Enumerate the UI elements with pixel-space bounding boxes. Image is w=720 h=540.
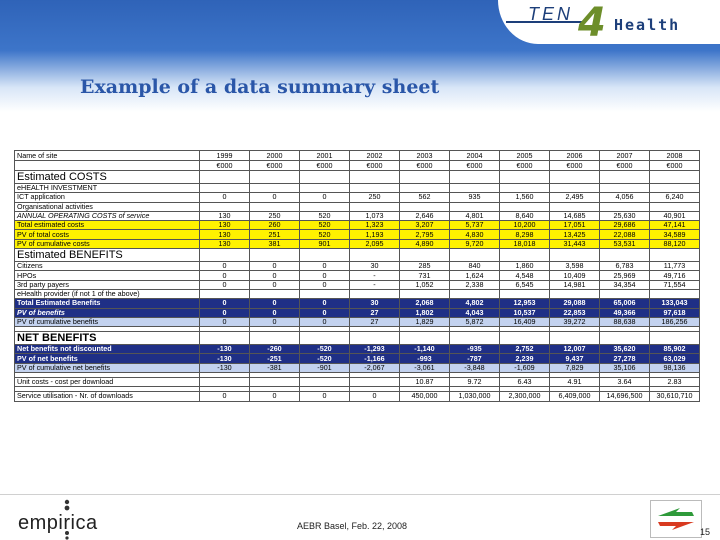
year-header: 2002 <box>350 151 400 161</box>
table-cell: 0 <box>200 280 250 289</box>
table-cell <box>600 332 650 345</box>
table-cell: -1,166 <box>350 354 400 363</box>
table-cell <box>400 332 450 345</box>
table-cell: -935 <box>450 345 500 354</box>
table-cell <box>600 289 650 298</box>
table-cell <box>550 171 600 184</box>
table-cell: 25,969 <box>600 271 650 280</box>
table-cell: 0 <box>200 308 250 317</box>
table-cell: -1,140 <box>400 345 450 354</box>
unit-header-row <box>15 161 700 171</box>
table-cell: 0 <box>300 262 350 271</box>
table-cell <box>450 184 500 193</box>
table-cell: 130 <box>200 230 250 239</box>
table-cell: 562 <box>400 193 450 202</box>
table-cell: 2,239 <box>500 354 550 363</box>
table-cell: 17,051 <box>550 221 600 230</box>
table-cell <box>300 202 350 211</box>
table-row <box>15 211 700 220</box>
table-cell <box>350 249 400 262</box>
table-cell: 0 <box>250 280 300 289</box>
table-cell: 98,136 <box>650 363 700 372</box>
table-cell: 1,073 <box>350 211 400 220</box>
unit-header: €000 <box>600 161 650 171</box>
table-cell: 450,000 <box>400 392 450 401</box>
table-cell <box>450 289 500 298</box>
row-label: Estimated COSTS <box>15 171 200 184</box>
table-cell: 12,953 <box>500 299 550 308</box>
unit-header: €000 <box>550 161 600 171</box>
table-cell: 30 <box>350 262 400 271</box>
table-cell: 49,366 <box>600 308 650 317</box>
table-cell <box>500 249 550 262</box>
year-header: 2004 <box>450 151 500 161</box>
table-cell: 2,646 <box>400 211 450 220</box>
table-cell: 0 <box>250 299 300 308</box>
table-cell <box>300 332 350 345</box>
table-cell <box>300 249 350 262</box>
table-cell: 27,278 <box>600 354 650 363</box>
table-cell: 30 <box>350 299 400 308</box>
table-cell: 0 <box>200 193 250 202</box>
table-cell: 520 <box>300 230 350 239</box>
footer-event: AEBR Basel, Feb. 22, 2008 <box>297 521 408 531</box>
table-cell: 0 <box>300 308 350 317</box>
table-cell <box>300 184 350 193</box>
table-cell <box>500 171 550 184</box>
table-cell: 901 <box>300 239 350 248</box>
empirica-logo-text: empirica <box>18 512 98 534</box>
table-cell: 0 <box>200 271 250 280</box>
table-cell <box>650 184 700 193</box>
year-header: 2005 <box>500 151 550 161</box>
table-cell <box>200 184 250 193</box>
table-cell: 0 <box>250 262 300 271</box>
table-cell: 47,141 <box>650 221 700 230</box>
table-cell: 250 <box>250 211 300 220</box>
row-label: ANNUAL OPERATING COSTS of service <box>15 211 200 220</box>
table-row <box>15 221 700 230</box>
table-cell: 35,106 <box>600 363 650 372</box>
unit-header: €000 <box>650 161 700 171</box>
table-cell: 2,095 <box>350 239 400 248</box>
table-cell: 88,120 <box>650 239 700 248</box>
row-label: PV of cumulative net benefits <box>15 363 200 372</box>
row-label: Total Estimated Benefits <box>15 299 200 308</box>
table-cell <box>350 332 400 345</box>
table-cell: 4,043 <box>450 308 500 317</box>
table-cell: 186,256 <box>650 317 700 326</box>
row-label: PV of cumulative costs <box>15 239 200 248</box>
table-cell <box>350 184 400 193</box>
table-cell: 0 <box>250 193 300 202</box>
table-cell <box>250 378 300 387</box>
table-cell: 6,240 <box>650 193 700 202</box>
table-cell <box>250 184 300 193</box>
row-label: eHEALTH INVESTMENT <box>15 184 200 193</box>
table-cell: -3,061 <box>400 363 450 372</box>
table-cell: 2,795 <box>400 230 450 239</box>
table-cell: 71,554 <box>650 280 700 289</box>
table-row <box>15 230 700 239</box>
logo-health-text: Health <box>614 16 681 34</box>
table-cell: 4,890 <box>400 239 450 248</box>
table-cell: 27 <box>350 317 400 326</box>
table-row <box>15 193 700 202</box>
table-cell <box>200 171 250 184</box>
logo-ten-text: TEN <box>528 4 573 24</box>
table-cell: 88,638 <box>600 317 650 326</box>
table-cell: 97,618 <box>650 308 700 317</box>
page-title: Example of a data summary sheet <box>80 76 440 98</box>
table-cell <box>250 171 300 184</box>
table-cell: 0 <box>200 262 250 271</box>
table-cell: 250 <box>350 193 400 202</box>
table-cell: 4,548 <box>500 271 550 280</box>
table-cell: 0 <box>300 271 350 280</box>
table-cell: -1,293 <box>350 345 400 354</box>
table-cell <box>650 332 700 345</box>
table-cell: -3,848 <box>450 363 500 372</box>
table-cell <box>350 202 400 211</box>
table-cell: 5,737 <box>450 221 500 230</box>
table-cell: 381 <box>250 239 300 248</box>
footer-divider <box>0 494 720 495</box>
row-label: Total estimated costs <box>15 221 200 230</box>
table-cell: 34,589 <box>650 230 700 239</box>
table-row <box>15 392 700 401</box>
table-cell <box>550 202 600 211</box>
table-cell <box>300 378 350 387</box>
year-header: 1999 <box>200 151 250 161</box>
table-cell <box>500 332 550 345</box>
table-cell: 6,545 <box>500 280 550 289</box>
year-header: 2000 <box>250 151 300 161</box>
table-row <box>15 317 700 326</box>
table-cell: 285 <box>400 262 450 271</box>
table-cell: 4,056 <box>600 193 650 202</box>
table-cell: 935 <box>450 193 500 202</box>
table-cell: -260 <box>250 345 300 354</box>
table-cell: 520 <box>300 221 350 230</box>
row-label: ICT application <box>15 193 200 202</box>
row-label: Unit costs - cost per download <box>15 378 200 387</box>
table-cell <box>400 202 450 211</box>
table-cell: 6,409,000 <box>550 392 600 401</box>
table-cell: 29,088 <box>550 299 600 308</box>
table-cell: 40,901 <box>650 211 700 220</box>
table-cell <box>200 202 250 211</box>
table-cell <box>350 171 400 184</box>
table-cell: 2,068 <box>400 299 450 308</box>
table-cell: 22,088 <box>600 230 650 239</box>
table-cell: -787 <box>450 354 500 363</box>
table-row <box>15 363 700 372</box>
table-cell: 1,193 <box>350 230 400 239</box>
table-cell <box>400 249 450 262</box>
table-cell: -993 <box>400 354 450 363</box>
table-cell: 0 <box>300 392 350 401</box>
table-cell <box>650 171 700 184</box>
table-cell: 14,981 <box>550 280 600 289</box>
table-cell: 130 <box>200 211 250 220</box>
table-cell <box>250 202 300 211</box>
table-cell: 0 <box>200 317 250 326</box>
table-cell: 4,830 <box>450 230 500 239</box>
table-row <box>15 299 700 308</box>
table-cell: -130 <box>200 363 250 372</box>
table-cell <box>400 289 450 298</box>
table-cell: 3,207 <box>400 221 450 230</box>
table-cell: 251 <box>250 230 300 239</box>
table-cell: 3.64 <box>600 378 650 387</box>
table-cell <box>200 289 250 298</box>
table-cell <box>400 171 450 184</box>
table-cell <box>450 249 500 262</box>
table-cell: 5,872 <box>450 317 500 326</box>
page-number: 15 <box>700 527 711 537</box>
table-row <box>15 249 700 262</box>
table-cell: 1,052 <box>400 280 450 289</box>
table-cell: 260 <box>250 221 300 230</box>
table-cell: -901 <box>300 363 350 372</box>
table-cell: 25,630 <box>600 211 650 220</box>
table-cell: 8,640 <box>500 211 550 220</box>
table-cell: -381 <box>250 363 300 372</box>
table-cell: - <box>350 280 400 289</box>
table-row <box>15 289 700 298</box>
table-row <box>15 202 700 211</box>
table-row <box>15 332 700 345</box>
table-cell: 18,018 <box>500 239 550 248</box>
table-row <box>15 354 700 363</box>
table-cell <box>650 202 700 211</box>
double-arrow-logo-icon <box>650 500 702 538</box>
summary-table <box>14 150 700 402</box>
table-cell: 9.72 <box>450 378 500 387</box>
table-cell: 31,443 <box>550 239 600 248</box>
table-cell: 12,007 <box>550 345 600 354</box>
table-cell: 14,685 <box>550 211 600 220</box>
table-cell: 7,829 <box>550 363 600 372</box>
table-cell: 4,802 <box>450 299 500 308</box>
table-cell <box>500 184 550 193</box>
table-cell: 2,495 <box>550 193 600 202</box>
table-cell: 11,773 <box>650 262 700 271</box>
table-cell: -251 <box>250 354 300 363</box>
unit-header: €000 <box>200 161 250 171</box>
table-cell: 49,716 <box>650 271 700 280</box>
logo-four-text: 4 <box>578 0 606 46</box>
table-cell <box>600 171 650 184</box>
table-cell <box>200 249 250 262</box>
table-cell <box>450 332 500 345</box>
table-row <box>15 378 700 387</box>
table-cell: 0 <box>200 299 250 308</box>
row-label: Estimated BENEFITS <box>15 249 200 262</box>
table-cell: 2,752 <box>500 345 550 354</box>
name-of-site-label: Name of site <box>15 151 200 161</box>
table-cell <box>500 289 550 298</box>
row-label: Net benefits not discounted <box>15 345 200 354</box>
table-cell: 3,598 <box>550 262 600 271</box>
unit-header: €000 <box>300 161 350 171</box>
table-cell: 53,531 <box>600 239 650 248</box>
table-cell: 65,006 <box>600 299 650 308</box>
table-cell: 0 <box>350 392 400 401</box>
table-row <box>15 308 700 317</box>
table-cell <box>300 289 350 298</box>
table-row <box>15 239 700 248</box>
table-cell <box>600 202 650 211</box>
table-cell <box>550 332 600 345</box>
table-cell <box>550 289 600 298</box>
table-cell: 0 <box>250 271 300 280</box>
row-label: HPOs <box>15 271 200 280</box>
table-cell <box>200 332 250 345</box>
row-label: 3rd party payers <box>15 280 200 289</box>
table-row <box>15 271 700 280</box>
table-cell: 6.43 <box>500 378 550 387</box>
table-cell: 10,537 <box>500 308 550 317</box>
table-cell: 39,272 <box>550 317 600 326</box>
table-cell: 0 <box>200 392 250 401</box>
table-row <box>15 280 700 289</box>
table-cell <box>450 171 500 184</box>
row-label: Organisational activities <box>15 202 200 211</box>
table-row <box>15 184 700 193</box>
table-cell: -520 <box>300 345 350 354</box>
row-label: PV of cumulative benefits <box>15 317 200 326</box>
table-cell: 731 <box>400 271 450 280</box>
table-cell: 4,801 <box>450 211 500 220</box>
table-cell: -130 <box>200 354 250 363</box>
table-cell: 1,624 <box>450 271 500 280</box>
table-cell: 13,425 <box>550 230 600 239</box>
year-header: 2003 <box>400 151 450 161</box>
table-cell: -2,067 <box>350 363 400 372</box>
table-cell: 1,030,000 <box>450 392 500 401</box>
table-cell <box>600 184 650 193</box>
table-cell: -1,609 <box>500 363 550 372</box>
table-cell: 10.87 <box>400 378 450 387</box>
row-label: PV of total costs <box>15 230 200 239</box>
row-label: PV of benefits <box>15 308 200 317</box>
table-cell: 14,696,500 <box>600 392 650 401</box>
table-cell: 0 <box>300 299 350 308</box>
table-row <box>15 262 700 271</box>
table-cell: 840 <box>450 262 500 271</box>
table-cell <box>400 184 450 193</box>
table-cell: 10,200 <box>500 221 550 230</box>
table-cell: 2,300,000 <box>500 392 550 401</box>
table-cell: 22,853 <box>550 308 600 317</box>
table-cell: 0 <box>300 317 350 326</box>
table-cell: 8,298 <box>500 230 550 239</box>
table-cell: 35,620 <box>600 345 650 354</box>
year-header: 2001 <box>300 151 350 161</box>
table-cell: 1,560 <box>500 193 550 202</box>
table-cell: 29,686 <box>600 221 650 230</box>
table-cell <box>450 202 500 211</box>
year-header: 2008 <box>650 151 700 161</box>
table-cell <box>500 202 550 211</box>
table-cell: 27 <box>350 308 400 317</box>
row-label: eHealth provider (if not 1 of the above) <box>15 289 200 298</box>
table-cell: 34,354 <box>600 280 650 289</box>
table-cell <box>250 332 300 345</box>
table-cell: 63,029 <box>650 354 700 363</box>
table-cell: 1,323 <box>350 221 400 230</box>
table-cell: 9,437 <box>550 354 600 363</box>
table-cell: 1,829 <box>400 317 450 326</box>
table-cell: -520 <box>300 354 350 363</box>
summary-table-container <box>14 150 699 402</box>
table-cell: 0 <box>300 193 350 202</box>
unit-header-spacer <box>15 161 200 171</box>
table-cell <box>300 171 350 184</box>
table-cell: 0 <box>300 280 350 289</box>
table-cell: 2,338 <box>450 280 500 289</box>
table-cell: 130 <box>200 239 250 248</box>
table-cell: 1,802 <box>400 308 450 317</box>
table-cell: 6,783 <box>600 262 650 271</box>
table-cell <box>250 249 300 262</box>
unit-header: €000 <box>500 161 550 171</box>
table-cell: 30,610,710 <box>650 392 700 401</box>
table-cell: 0 <box>250 392 300 401</box>
row-label: NET BENEFITS <box>15 332 200 345</box>
table-cell <box>650 289 700 298</box>
table-cell: 85,902 <box>650 345 700 354</box>
table-cell: 4.91 <box>550 378 600 387</box>
table-cell <box>650 249 700 262</box>
table-cell: 1,860 <box>500 262 550 271</box>
table-cell <box>550 249 600 262</box>
table-cell <box>350 289 400 298</box>
table-cell <box>350 378 400 387</box>
unit-header: €000 <box>400 161 450 171</box>
table-cell: 9,720 <box>450 239 500 248</box>
table-cell <box>550 184 600 193</box>
table-cell: -130 <box>200 345 250 354</box>
table-row <box>15 345 700 354</box>
unit-header: €000 <box>250 161 300 171</box>
table-cell: 16,409 <box>500 317 550 326</box>
year-header: 2006 <box>550 151 600 161</box>
table-cell: 133,043 <box>650 299 700 308</box>
unit-header: €000 <box>450 161 500 171</box>
table-cell <box>250 289 300 298</box>
table-cell: 520 <box>300 211 350 220</box>
row-label: Citizens <box>15 262 200 271</box>
row-label: Service utilisation - Nr. of downloads <box>15 392 200 401</box>
table-cell: 10,409 <box>550 271 600 280</box>
table-cell: 0 <box>250 308 300 317</box>
table-row <box>15 171 700 184</box>
table-cell: 0 <box>250 317 300 326</box>
table-cell: - <box>350 271 400 280</box>
table-cell: 130 <box>200 221 250 230</box>
unit-header: €000 <box>350 161 400 171</box>
row-label: PV of net benefits <box>15 354 200 363</box>
table-cell <box>600 249 650 262</box>
table-cell: 2.83 <box>650 378 700 387</box>
year-header-row <box>15 151 700 161</box>
table-cell <box>200 378 250 387</box>
year-header: 2007 <box>600 151 650 161</box>
